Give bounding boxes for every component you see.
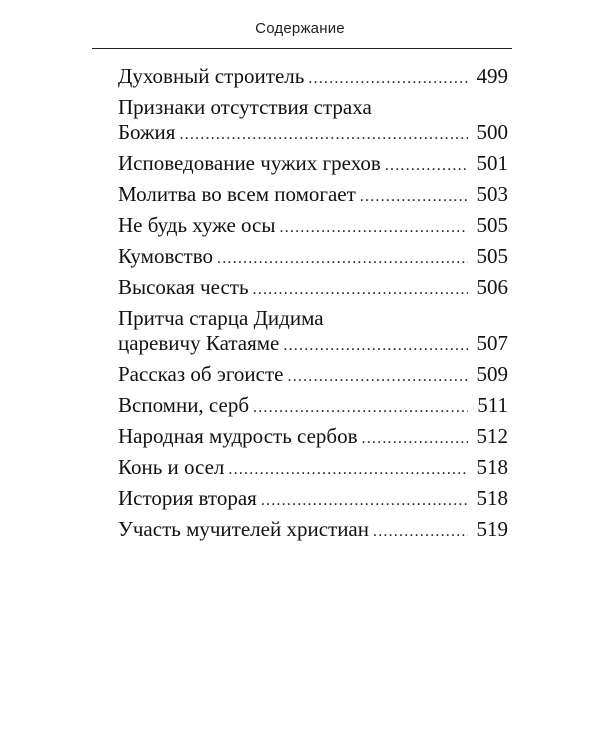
toc-page-number: 500 [476,120,508,144]
leader-dots [253,277,468,302]
leader-dots [385,153,468,178]
toc-page-number: 503 [476,182,508,206]
toc-line [118,486,508,513]
leader-dots [261,488,468,513]
toc-entry[interactable] [118,275,508,302]
toc-entry-title: Конь и осел [118,455,225,479]
toc-entry-title: Божия [118,120,176,144]
toc-page-number: 505 [476,244,508,268]
leader-dots [179,122,468,147]
toc-line [118,213,508,240]
toc-entry[interactable] [118,64,508,91]
toc-page-number: 507 [476,331,508,355]
table-of-contents [118,64,508,548]
toc-entry[interactable] [118,455,508,482]
toc-entry-title: Духовный строитель [118,64,305,88]
toc-line [118,362,508,389]
toc-page-number: 506 [476,275,508,299]
toc-line [118,517,508,544]
toc-entry[interactable] [118,182,508,209]
toc-entry-title: царевичу Катаяме [118,331,280,355]
toc-entry[interactable] [118,393,508,420]
toc-entry-title: Молитва во всем помогает [118,182,356,206]
toc-entry[interactable] [118,362,508,389]
toc-line [118,424,508,451]
toc-page-number: 511 [477,393,508,417]
toc-page-number: 505 [476,213,508,237]
toc-entry[interactable] [118,424,508,451]
leader-dots [217,246,468,271]
toc-line [118,182,508,209]
toc-page-number: 509 [476,362,508,386]
leader-dots [228,457,468,482]
toc-entry[interactable] [118,306,508,358]
toc-entry-title: Народная мудрость сербов [118,424,358,448]
leader-dots [288,364,469,389]
leader-dots [283,333,468,358]
toc-line [118,64,508,91]
toc-line [118,120,508,147]
leader-dots [308,66,468,91]
toc-entry[interactable] [118,151,508,178]
toc-page-number: 518 [476,486,508,510]
toc-page-number: 519 [476,517,508,541]
toc-entry-title: Не будь хуже осы [118,213,276,237]
toc-entry-title: Рассказ об эгоисте [118,362,284,386]
toc-entry-title: Исповедование чужих грехов [118,151,381,175]
header-rule [92,48,512,49]
toc-entry[interactable] [118,95,508,147]
toc-entry-title: Высокая честь [118,275,249,299]
toc-entry[interactable] [118,244,508,271]
toc-line [118,455,508,482]
toc-page-number: 499 [476,64,508,88]
toc-entry-title-first-line: Притча старца Дидима [118,306,324,330]
toc-entry-title: История вторая [118,486,257,510]
leader-dots [253,395,468,420]
toc-line [118,275,508,302]
toc-line [118,151,508,178]
toc-entry[interactable] [118,486,508,513]
leader-dots [373,519,468,544]
toc-entry-title-first-line: Признаки отсутствия страха [118,95,372,119]
toc-entry-title: Вспомни, серб [118,393,250,417]
toc-entry-title: Кумовство [118,244,214,268]
toc-entry[interactable] [118,213,508,240]
toc-line [118,331,508,358]
toc-entry-title: Участь мучителей христиан [118,517,369,541]
leader-dots [280,215,469,240]
toc-entry[interactable] [118,517,508,544]
toc-line [118,244,508,271]
toc-line [118,393,508,420]
leader-dots [362,426,468,451]
toc-page-number: 518 [476,455,508,479]
toc-page-number: 512 [476,424,508,448]
running-head: Содержание [255,20,345,37]
leader-dots [360,184,468,209]
toc-page-number: 501 [476,151,508,175]
